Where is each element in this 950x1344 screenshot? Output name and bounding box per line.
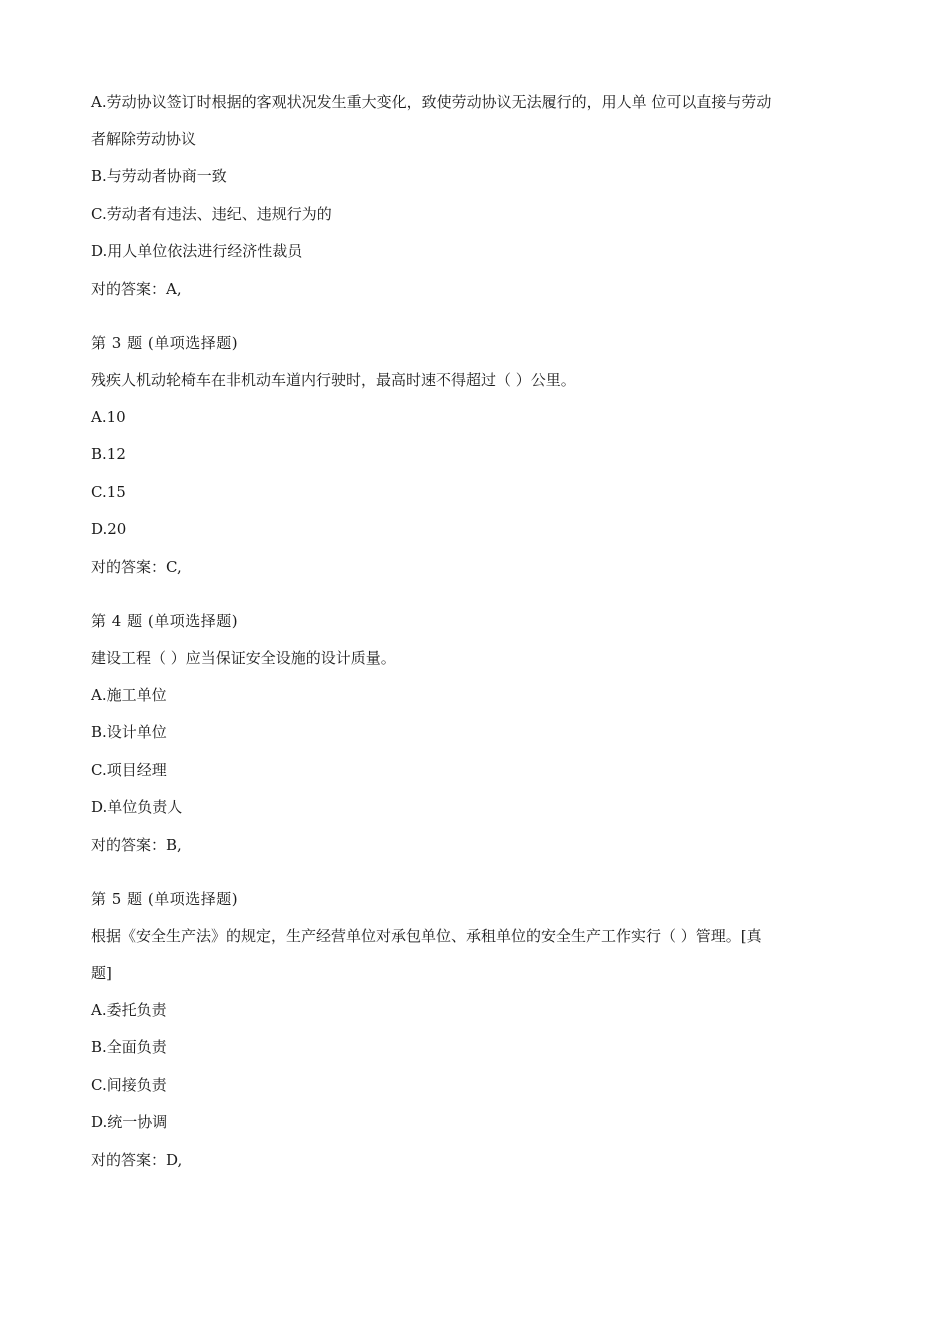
option-b: B.全面负责 [91,1038,167,1056]
option-d: D.单位负责人 [91,798,183,816]
document-page [91,92,861,1170]
previous-question-fragment [91,92,861,299]
question-stem: 根据《安全生产法》的规定，生产经营单位对承包单位、承租单位的安全生产工作实行（ ）管理。[真 [91,926,762,945]
option-a: A.委托负责 [91,1000,167,1019]
option-c: C.项目经理 [91,760,167,779]
question-header: 第 4 题 (单项选择题) [91,611,239,630]
question-stem-continuation: 题] [91,963,112,982]
option-a: A.施工单位 [91,685,167,704]
option-d: D.20 [91,520,127,538]
option-b: B.与劳动者协商一致 [91,167,227,185]
question-stem: 残疾人机动轮椅车在非机动车道内行驶时，最高时速不得超过（ ）公里。 [91,370,576,389]
option-c: C.劳动者有违法、违纪、违规行为的 [91,204,332,223]
option-b: B.设计单位 [91,723,167,741]
question-4 [91,611,861,855]
option-a: A.劳动协议签订时根据的客观状况发生重大变化，致使劳动协议无法履行的，用人单 位可以直接与劳动 [91,93,772,111]
question-stem: 建设工程（ ）应当保证安全设施的设计质量。 [91,648,396,667]
option-d: D.统一协调 [91,1113,168,1131]
question-header: 第 5 题 (单项选择题) [91,889,239,908]
answer-line: 对的答案：C, [91,557,182,576]
option-b: B.12 [91,445,126,463]
option-c: C.间接负责 [91,1075,167,1094]
question-3 [91,333,861,577]
answer-line: 对的答案：A, [91,279,182,298]
option-a-continuation: 者解除劳动协议 [91,130,197,148]
question-header: 第 3 题 (单项选择题) [91,333,239,352]
option-c: C.15 [91,482,126,501]
answer-line: 对的答案：B, [91,835,182,854]
answer-line: 对的答案：D, [91,1150,183,1169]
option-a: A.10 [91,407,126,426]
option-d: D.用人单位依法进行经济性裁员 [91,242,303,260]
question-5 [91,889,861,1170]
